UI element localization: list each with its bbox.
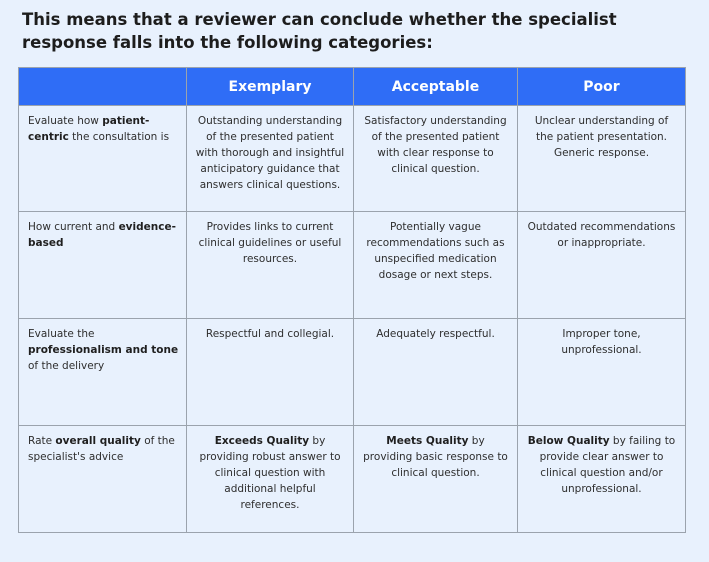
acceptable-cell: Satisfactory understanding of the presented patient with clear response to clinical question. — [354, 106, 518, 212]
acceptable-cell: Potentially vague recommendations such as unspecified medication dosage or next steps. — [354, 212, 518, 319]
quality-rating: Meets Quality — [386, 435, 469, 447]
table-row — [19, 212, 686, 319]
page-heading: This means that a reviewer can conclude whether the specialist response falls into the following categories: — [22, 10, 617, 52]
quality-rating: Below Quality — [527, 435, 610, 447]
header-exemplary: Exemplary — [187, 68, 354, 106]
criterion-keyword: overall quality — [55, 435, 141, 447]
exemplary-cell: Outstanding understanding of the presented patient with thorough and insightful anticipatory guidance that answers clinical questions. — [187, 106, 354, 212]
exemplary-cell: Exceeds Quality by providing robust answer to clinical question with additional helpful references. — [187, 426, 354, 533]
header-poor: Poor — [518, 68, 686, 106]
poor-cell: Improper tone, unprofessional. — [518, 319, 686, 426]
criterion-cell: Evaluate the professionalism and tone of the delivery — [19, 319, 187, 426]
poor-cell: Unclear understanding of the patient presentation. Generic response. — [518, 106, 686, 212]
criterion-cell: Evaluate how patient-centric the consultation is — [19, 106, 187, 212]
table-row — [19, 426, 686, 533]
criterion-keyword: patient-centric — [28, 115, 150, 143]
table-row — [19, 106, 686, 212]
acceptable-cell: Meets Quality by providing basic response to clinical question. — [354, 426, 518, 533]
header-row — [19, 68, 686, 106]
poor-cell: Below Quality by failing to provide clear answer to clinical question and/or unprofessional. — [518, 426, 686, 533]
criterion-cell: Rate overall quality of the specialist's advice — [19, 426, 187, 533]
rubric-table — [18, 67, 686, 533]
quality-rating: Exceeds Quality — [214, 435, 310, 447]
table-row — [19, 319, 686, 426]
criterion-keyword: evidence-based — [28, 221, 176, 249]
header-criteria-cell — [19, 68, 187, 106]
exemplary-cell: Respectful and collegial. — [187, 319, 354, 426]
acceptable-cell: Adequately respectful. — [354, 319, 518, 426]
poor-cell: Outdated recommendations or inappropriate. — [518, 212, 686, 319]
criterion-keyword: professionalism and tone — [28, 344, 179, 356]
header-acceptable: Acceptable — [354, 68, 518, 106]
exemplary-cell: Provides links to current clinical guidelines or useful resources. — [187, 212, 354, 319]
criterion-cell: How current and evidence-based — [19, 212, 187, 319]
